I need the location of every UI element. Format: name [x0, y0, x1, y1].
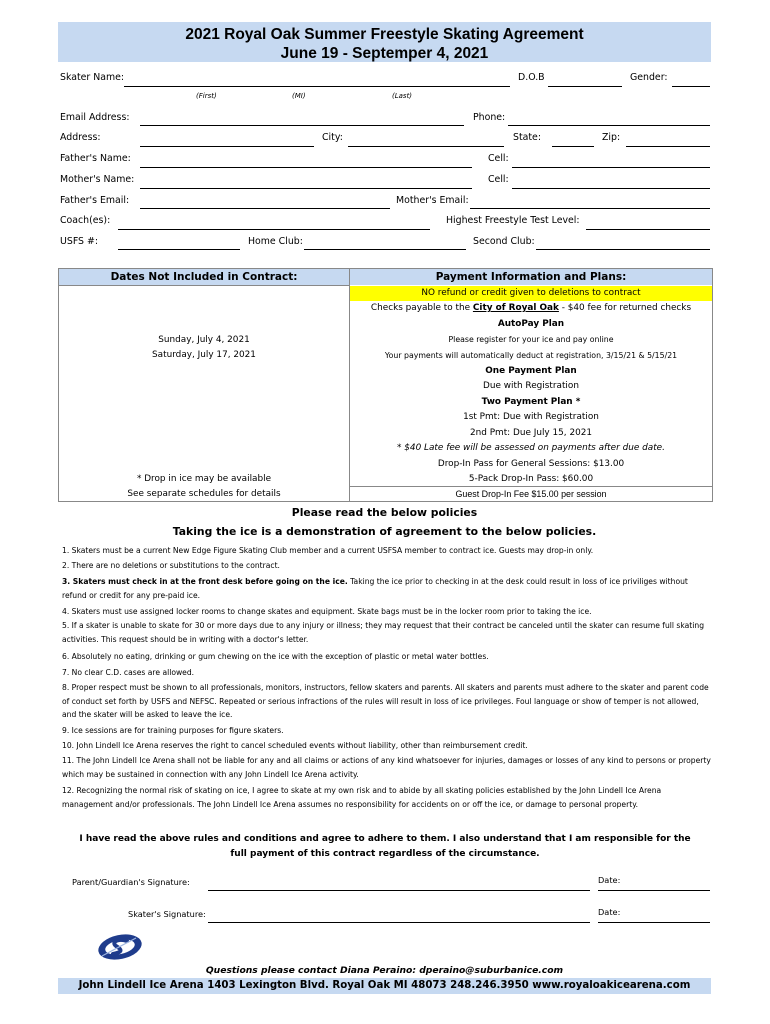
- dates-payment-table: [58, 268, 713, 502]
- parent-date-field[interactable]: [598, 890, 710, 891]
- dates-header: Dates Not Included in Contract:: [59, 269, 349, 286]
- city-field[interactable]: [348, 146, 504, 147]
- skater-signature-field[interactable]: [208, 922, 590, 923]
- excluded-date-1: Sunday, July 4, 2021: [158, 335, 250, 345]
- document-dates: June 19 - Septemper 4, 2021: [280, 45, 489, 62]
- late-fee-notice: * $40 Late fee will be assessed on payments after due date.: [397, 443, 665, 453]
- five-pack-price: 5-Pack Drop-In Pass: $60.00: [468, 474, 594, 484]
- fathers-name-field[interactable]: [140, 167, 472, 168]
- dates-column: [59, 269, 350, 501]
- skater-name-field[interactable]: [124, 86, 510, 87]
- coach-label: Coach(es):: [60, 215, 111, 226]
- address-label: Address:: [60, 132, 101, 143]
- mother-cell-label: Cell:: [488, 174, 509, 185]
- policy-3-text: Taking the ice prior to checking in at the desk could result in loss of ice priviliges without refund or credit for any pre-paid ice.: [62, 577, 688, 600]
- two-payment-title: Two Payment Plan *: [481, 397, 581, 407]
- fathers-email-label: Father's Email:: [60, 195, 130, 206]
- two-payment-line-1: 1st Pmt: Due with Registration: [463, 412, 599, 422]
- city-label: City:: [322, 132, 343, 143]
- mothers-name-field[interactable]: [140, 188, 472, 189]
- document-title: 2021 Royal Oak Summer Freestyle Skating Agreement: [185, 26, 584, 43]
- mothers-email-field[interactable]: [470, 208, 710, 209]
- schedules-note: See separate schedules for details: [127, 489, 281, 499]
- test-level-field[interactable]: [586, 229, 710, 230]
- email-label: Email Address:: [60, 112, 130, 123]
- autopay-line-2: Your payments will automatically deduct at registration, 3/15/21 & 5/15/21: [384, 351, 678, 360]
- guest-fee: Guest Drop-In Fee $15.00 per session: [350, 486, 712, 502]
- email-field[interactable]: [140, 125, 464, 126]
- phone-label: Phone:: [473, 112, 506, 123]
- mother-cell-field[interactable]: [512, 188, 710, 189]
- second-club-label: Second Club:: [473, 236, 535, 247]
- one-payment-title: One Payment Plan: [485, 366, 577, 376]
- address-field[interactable]: [140, 146, 314, 147]
- state-label: State:: [513, 132, 541, 143]
- father-cell-field[interactable]: [512, 167, 710, 168]
- parent-signature-label: Parent/Guardian's Signature:: [72, 877, 190, 887]
- policy-7: 7. No clear C.D. cases are allowed.: [62, 668, 195, 677]
- last-name-hint: (Last): [392, 92, 413, 100]
- agreement-statement: I have read the above rules and conditions and agree to adhere to them. I also understand that I am responsible for the full payment of this contract regardless of the circumstance.: [79, 834, 691, 859]
- mothers-email-label: Mother's Email:: [396, 195, 469, 206]
- excluded-date-2: Saturday, July 17, 2021: [152, 350, 256, 360]
- usfs-label: USFS #:: [60, 236, 98, 247]
- test-level-label: Highest Freestyle Test Level:: [446, 215, 580, 226]
- policies-header-1: Please read the below policies: [291, 506, 478, 519]
- coach-field[interactable]: [118, 229, 430, 230]
- policy-3-emphasis: 3. Skaters must check in at the front desk before going on the ice.: [62, 577, 348, 586]
- zip-field[interactable]: [626, 146, 710, 147]
- zip-label: Zip:: [602, 132, 621, 143]
- skater-name-label: Skater Name:: [60, 72, 125, 83]
- fathers-name-label: Father's Name:: [60, 153, 131, 164]
- second-club-field[interactable]: [536, 249, 710, 250]
- policies-header-2: Taking the ice is a demonstration of agreement to the below policies.: [172, 525, 597, 538]
- dropin-note: * Drop in ice may be available: [136, 474, 272, 484]
- payment-header: Payment Information and Plans:: [350, 269, 712, 285]
- first-name-hint: (First): [196, 92, 217, 100]
- autopay-title: AutoPay Plan: [497, 319, 565, 329]
- autopay-line-1: Please register for your ice and pay online: [448, 335, 614, 344]
- home-club-label: Home Club:: [248, 236, 303, 247]
- dob-label: D.O.B: [518, 72, 545, 83]
- phone-field[interactable]: [508, 125, 710, 126]
- mothers-name-label: Mother's Name:: [60, 174, 135, 185]
- policy-3: [62, 575, 712, 602]
- parent-signature-field[interactable]: [208, 890, 590, 891]
- parent-date-label: Date:: [598, 875, 621, 885]
- policy-8: 8. Proper respect must be shown to all professionals, monitors, instructors, fellow skaters and parents. All skaters and parents must adhere to the skater and parent code of conduct set forth by USFS and NEFSC. Repeated or serious infractions of the rules will result in loss of ice privileges. Foul language or show of temper is not allowed, and the skater will be asked to leave the ice.: [62, 683, 709, 719]
- usfs-field[interactable]: [118, 249, 240, 250]
- home-club-field[interactable]: [304, 249, 466, 250]
- footer-band: John Lindell Ice Arena 1403 Lexington Blvd. Royal Oak MI 48073 248.246.3950 www.royaloakicearena.com: [58, 978, 711, 994]
- skater-date-field[interactable]: [598, 922, 710, 923]
- gender-label: Gender:: [630, 72, 668, 83]
- payment-column: [350, 269, 712, 501]
- dob-field[interactable]: [548, 86, 622, 87]
- policy-11: 11. The John Lindell Ice Arena shall not be liable for any and all claims or actions of any kind whatsoever for injuries, damages or losses of any kind to persons or property which may be sustained in connection with any John Lindell Ice Arena activity.: [62, 756, 711, 779]
- one-payment-line: Due with Registration: [483, 381, 579, 391]
- title-band: [58, 22, 711, 62]
- middle-initial-hint: (MI): [292, 92, 306, 100]
- checks-payable: [350, 303, 712, 313]
- fathers-email-field[interactable]: [140, 208, 390, 209]
- policy-10: 10. John Lindell Ice Arena reserves the right to cancel scheduled events without liability, other than reimbursement credit.: [62, 741, 528, 750]
- skater-signature-label: Skater's Signature:: [128, 909, 206, 919]
- checks-payable-prefix: Checks payable to the: [370, 303, 473, 313]
- gender-field[interactable]: [672, 86, 710, 87]
- no-refund-notice: NO refund or credit given to deletions to contract: [350, 286, 712, 301]
- skater-date-label: Date:: [598, 907, 621, 917]
- policy-1: 1. Skaters must be a current New Edge Figure Skating Club member and a current USFSA member to contract ice. Guests may drop-in only.: [62, 546, 594, 555]
- state-field[interactable]: [552, 146, 594, 147]
- policy-9: 9. Ice sessions are for training purposes for figure skaters.: [62, 726, 284, 735]
- checks-payable-suffix: - $40 fee for returned checks: [558, 303, 692, 313]
- two-payment-line-2: 2nd Pmt: Due July 15, 2021: [469, 428, 593, 438]
- father-cell-label: Cell:: [488, 153, 509, 164]
- dropin-general-price: Drop-In Pass for General Sessions: $13.00: [437, 459, 625, 469]
- contact-line: Questions please contact Diana Peraino: dperaino@suburbanice.com: [205, 965, 564, 976]
- suburban-ice-logo-icon: [96, 932, 144, 962]
- city-of-royal-oak: City of Royal Oak: [472, 303, 559, 313]
- policy-4: 4. Skaters must use assigned locker rooms to change skates and equipment. Skate bags must be in the locker room prior to taking the ice.: [62, 607, 592, 616]
- policy-2: 2. There are no deletions or substitutions to the contract.: [62, 561, 280, 570]
- policy-12: 12. Recognizing the normal risk of skating on ice, I agree to skate at my own risk and to abide by all skating policies established by the John Lindell Ice Arena management and/or professionals. The John Lindell Ice Arena assumes no responsibility for accidents on or off the ice, or damage to personal property.: [62, 786, 662, 809]
- policy-5: 5. If a skater is unable to skate for 30 or more days due to any injury or illness; they may request that their contract be canceled until the skater can resume full skating activities. This request should be in writing with a doctor's letter.: [62, 621, 705, 644]
- policy-6: 6. Absolutely no eating, drinking or gum chewing on the ice with the exception of plastic or metal water bottles.: [62, 652, 489, 661]
